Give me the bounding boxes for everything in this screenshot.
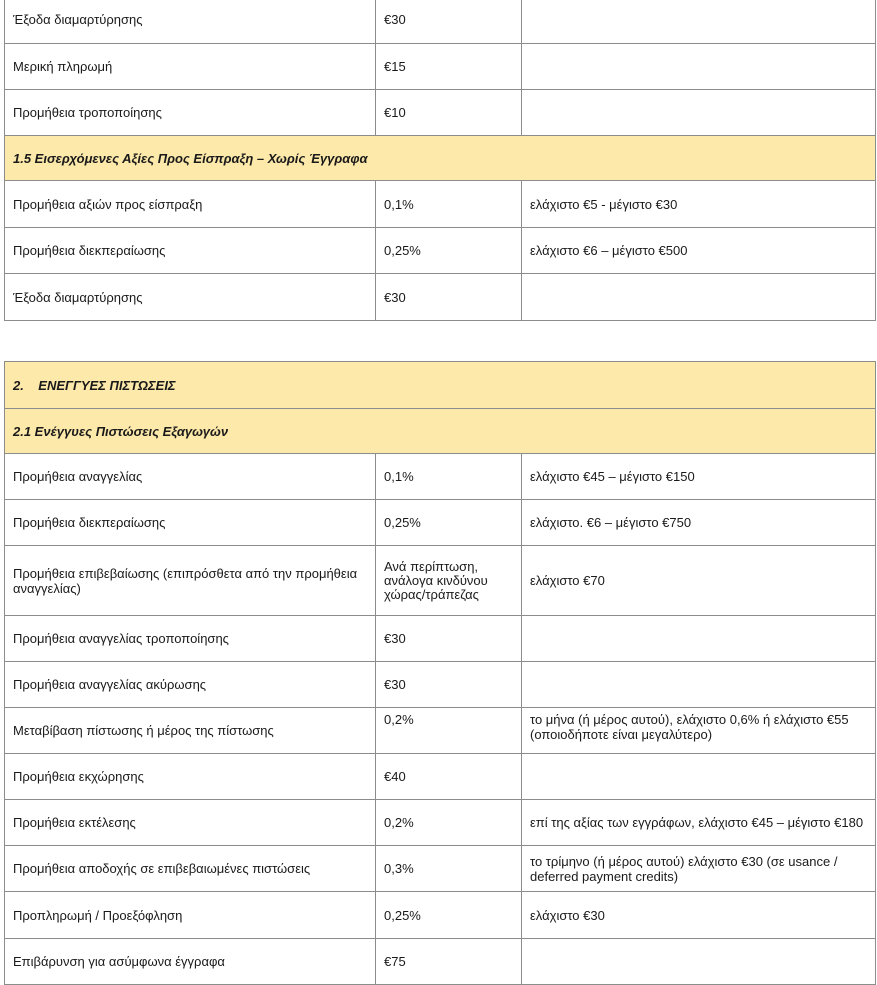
table-row <box>5 939 876 985</box>
row-label: Προμήθεια τροποποίησης <box>5 90 376 136</box>
fees-table-collections <box>4 0 876 321</box>
fees-table-letters-of-credit <box>4 361 876 985</box>
section-title: 2. ΕΝΕΓΓΥΕΣ ΠΙΣΤΩΣΕΙΣ <box>5 362 876 409</box>
row-label: Μερική πληρωμή <box>5 44 376 90</box>
row-label: Προμήθεια αναγγελίας ακύρωσης <box>5 662 376 708</box>
table-row <box>5 228 876 274</box>
row-label: Προμήθεια εκχώρησης <box>5 754 376 800</box>
row-value: €15 <box>376 44 522 90</box>
section-title: 1.5 Εισερχόμενες Αξίες Προς Είσπραξη – Χωρίς Έγγραφα <box>5 136 876 181</box>
row-value: 0,25% <box>376 892 522 939</box>
row-note <box>522 44 876 90</box>
row-label: Προμήθεια εκτέλεσης <box>5 800 376 846</box>
section-header-row <box>5 136 876 181</box>
row-label: Έξοδα διαμαρτύρησης <box>5 274 376 321</box>
row-label: Έξοδα διαμαρτύρησης <box>5 0 376 44</box>
row-note: ελάχιστο €5 - μέγιστο €30 <box>522 181 876 228</box>
row-value: €40 <box>376 754 522 800</box>
row-value: 0,2% <box>376 800 522 846</box>
row-note: ελάχιστο €6 – μέγιστο €500 <box>522 228 876 274</box>
table-row <box>5 44 876 90</box>
row-note: ελάχιστο. €6 – μέγιστο €750 <box>522 500 876 546</box>
row-label: Προμήθεια αποδοχής σε επιβεβαιωμένες πιστώσεις <box>5 846 376 892</box>
table-row <box>5 274 876 321</box>
row-note <box>522 90 876 136</box>
row-value: €75 <box>376 939 522 985</box>
row-value: €10 <box>376 90 522 136</box>
table-row <box>5 181 876 228</box>
row-value: €30 <box>376 274 522 321</box>
row-note: επί της αξίας των εγγράφων, ελάχιστο €45 – μέγιστο €180 <box>522 800 876 846</box>
row-value: 0,25% <box>376 500 522 546</box>
row-value: Ανά περίπτωση, ανάλογα κινδύνου χώρας/τράπεζας <box>376 546 522 616</box>
table-row <box>5 846 876 892</box>
row-note: το τρίμηνο (ή μέρος αυτού) ελάχιστο €30 (σε usance / deferred payment credits) <box>522 846 876 892</box>
row-label: Επιβάρυνση για ασύμφωνα έγγραφα <box>5 939 376 985</box>
row-note <box>522 616 876 662</box>
section-header-row <box>5 362 876 409</box>
row-value: 0,2% <box>376 708 522 754</box>
row-note <box>522 939 876 985</box>
row-label: Προμήθεια επιβεβαίωσης (επιπρόσθετα από την προμήθεια αναγγελίας) <box>5 546 376 616</box>
row-note <box>522 662 876 708</box>
table-row <box>5 500 876 546</box>
row-value: €30 <box>376 0 522 44</box>
subsection-header-row <box>5 409 876 454</box>
table-row <box>5 454 876 500</box>
table-row <box>5 892 876 939</box>
row-label: Μεταβίβαση πίστωσης ή μέρος της πίστωσης <box>5 708 376 754</box>
row-value: 0,1% <box>376 454 522 500</box>
row-value: €30 <box>376 616 522 662</box>
row-label: Προμήθεια αξιών προς είσπραξη <box>5 181 376 228</box>
row-value: 0,1% <box>376 181 522 228</box>
table-row <box>5 90 876 136</box>
row-note <box>522 0 876 44</box>
subsection-title: 2.1 Ενέγγυες Πιστώσεις Εξαγωγών <box>5 409 876 454</box>
row-value: 0,3% <box>376 846 522 892</box>
row-note <box>522 754 876 800</box>
row-note <box>522 274 876 321</box>
row-note: ελάχιστο €30 <box>522 892 876 939</box>
row-label: Προμήθεια αναγγελίας <box>5 454 376 500</box>
table-row <box>5 662 876 708</box>
table-row <box>5 546 876 616</box>
row-note: ελάχιστο €45 – μέγιστο €150 <box>522 454 876 500</box>
row-value: €30 <box>376 662 522 708</box>
table-row <box>5 616 876 662</box>
table-row <box>5 0 876 44</box>
table-row <box>5 754 876 800</box>
row-label: Προπληρωμή / Προεξόφληση <box>5 892 376 939</box>
table-row <box>5 708 876 754</box>
row-label: Προμήθεια διεκπεραίωσης <box>5 228 376 274</box>
row-label: Προμήθεια διεκπεραίωσης <box>5 500 376 546</box>
row-label: Προμήθεια αναγγελίας τροποποίησης <box>5 616 376 662</box>
row-note: ελάχιστο €70 <box>522 546 876 616</box>
table-row <box>5 800 876 846</box>
row-note: το μήνα (ή μέρος αυτού), ελάχιστο 0,6% ή ελάχιστο €55 (οποιοδήποτε είναι μεγαλύτερο) <box>522 708 876 754</box>
row-value: 0,25% <box>376 228 522 274</box>
